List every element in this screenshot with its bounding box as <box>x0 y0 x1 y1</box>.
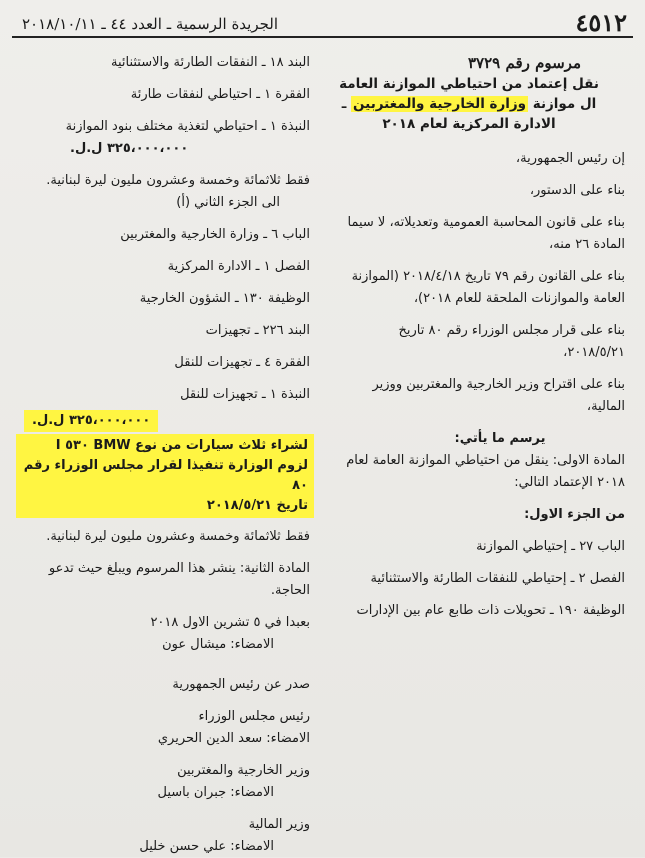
subject-line-2 <box>335 94 603 114</box>
fm-title: وزير الخارجية والمغتربين <box>177 763 310 778</box>
article-2: المادة الثانية: ينشر هذا المرسوم ويبلغ حيث تدعو الحاجة. <box>48 561 310 598</box>
recital-budget-law: بناء على القانون رقم ٧٩ تاريخ ٢٠١٨/٤/١٨ (الموازنة العامة والموازنات الملحقة للعام ٢٠١٨)، <box>351 269 625 306</box>
pm-title: رئيس مجلس الوزراء <box>198 709 310 724</box>
section-2: الفصل ٢ ـ إحتياطي للنفقات الطارئة والاستثنائية <box>370 571 625 586</box>
section-1: الفصل ١ ـ الادارة المركزية <box>167 259 310 274</box>
subject-line-2-suffix: ـ <box>341 96 347 112</box>
right-column <box>329 52 633 852</box>
place-date: بعبدا في ٥ تشرين الاول ٢٠١٨ <box>150 615 310 630</box>
signature-pm: الامضاء: سعد الدين الحريري <box>157 731 310 746</box>
journal-issue-info: الجريدة الرسمية ـ العدد ٤٤ ـ ٢٠١٨/١٠/١١ <box>22 15 279 33</box>
signature-fm: الامضاء: جبران باسيل <box>157 785 274 800</box>
left-column <box>12 52 316 852</box>
purpose-line-1: لشراء ثلاث سيارات من نوع BMW ٥٣٠ I <box>55 438 308 453</box>
recital-cabinet-decision: بناء على قرار مجلس الوزراء رقم ٨٠ تاريخ ٢٠١٨/٥/٢١، <box>398 323 625 360</box>
signature-president: الامضاء: ميشال عون <box>162 637 274 652</box>
recital-constitution: بناء على الدستور، <box>529 183 625 198</box>
to-part-2: الى الجزء الثاني (أ) <box>176 195 280 210</box>
subitem-1b: النبذة ١ ـ تجهيزات للنقل <box>180 387 310 402</box>
chapter-27: الباب ٢٧ ـ إحتياطي الموازنة <box>476 539 625 554</box>
paragraph-1: الفقرة ١ ـ احتياطي لنفقات طارئة <box>130 87 310 102</box>
purpose-line-2: لزوم الوزارة تنفيذا لقرار مجلس الوزراء رقم ٨٠ <box>23 458 308 493</box>
content-columns <box>12 52 633 852</box>
item-226: البند ٢٢٦ ـ تجهيزات <box>205 323 310 338</box>
amount-1: ٣٢٥،٠٠٠،٠٠٠ ل.ل. <box>70 141 189 156</box>
page-header <box>12 6 633 38</box>
subject-line-1: نقل إعتماد من احتياطي الموازنة العامة <box>339 76 599 92</box>
highlighted-ministry: وزارة الخارجية والمغتربين <box>353 96 527 112</box>
function-130: الوظيفة ١٣٠ ـ الشؤون الخارجية <box>139 291 310 306</box>
recital-accounting-law: بناء على قانون المحاسبة العمومية وتعديلاته، لا سيما المادة ٢٦ منه، <box>347 215 625 252</box>
decrees-heading: يرسم ما يأتي: <box>454 431 546 446</box>
amount-2-words: فقط ثلاثمائة وخمسة وعشرون مليون ليرة لبنانية. <box>46 529 310 544</box>
page-number: ٤٥١٢ <box>575 8 627 37</box>
item-18: البند ١٨ ـ النفقات الطارئة والاستثنائية <box>110 55 310 70</box>
amount-2: ٣٢٥،٠٠٠،٠٠٠ ل.ل. <box>24 410 158 432</box>
from-part-1: من الجزء الاول: <box>524 507 625 522</box>
purpose-line-3: تاريخ ٢٠١٨/٥/٢١ <box>206 498 308 513</box>
article-1: المادة الاولى: ينقل من احتياطي الموازنة العامة لعام ٢٠١٨ الإعتماد التالي: <box>346 453 625 490</box>
signature-finance: الامضاء: علي حسن خليل <box>139 839 274 854</box>
president-intro: إن رئيس الجمهورية، <box>515 151 625 166</box>
recital-proposal: بناء على اقتراح وزير الخارجية والمغتربين ووزير المالية، <box>372 377 625 414</box>
decree-title: مرسوم رقم ٣٧٢٩ <box>468 54 581 72</box>
subitem-1: النبذة ١ ـ احتياطي لتغذية مختلف بنود الموازنة <box>65 119 310 134</box>
paragraph-4: الفقرة ٤ ـ تجهيزات للنقل <box>174 355 310 370</box>
decree-subject <box>335 74 625 134</box>
chapter-6: الباب ٦ ـ وزارة الخارجية والمغتربين <box>120 227 310 242</box>
function-190: الوظيفة ١٩٠ ـ تحويلات ذات طابع عام بين الإدارات <box>356 603 625 618</box>
subject-line-3: الادارة المركزية لعام ٢٠١٨ <box>382 116 556 132</box>
issued-by: صدر عن رئيس الجمهورية <box>172 677 310 692</box>
amount-1-words: فقط ثلاثمائة وخمسة وعشرون مليون ليرة لبنانية. <box>46 173 310 188</box>
highlighted-purpose <box>16 434 314 518</box>
finance-title: وزير المالية <box>248 817 310 832</box>
amount-2-row <box>20 406 310 432</box>
subject-line-2-prefix: ال موازنة <box>532 96 597 112</box>
